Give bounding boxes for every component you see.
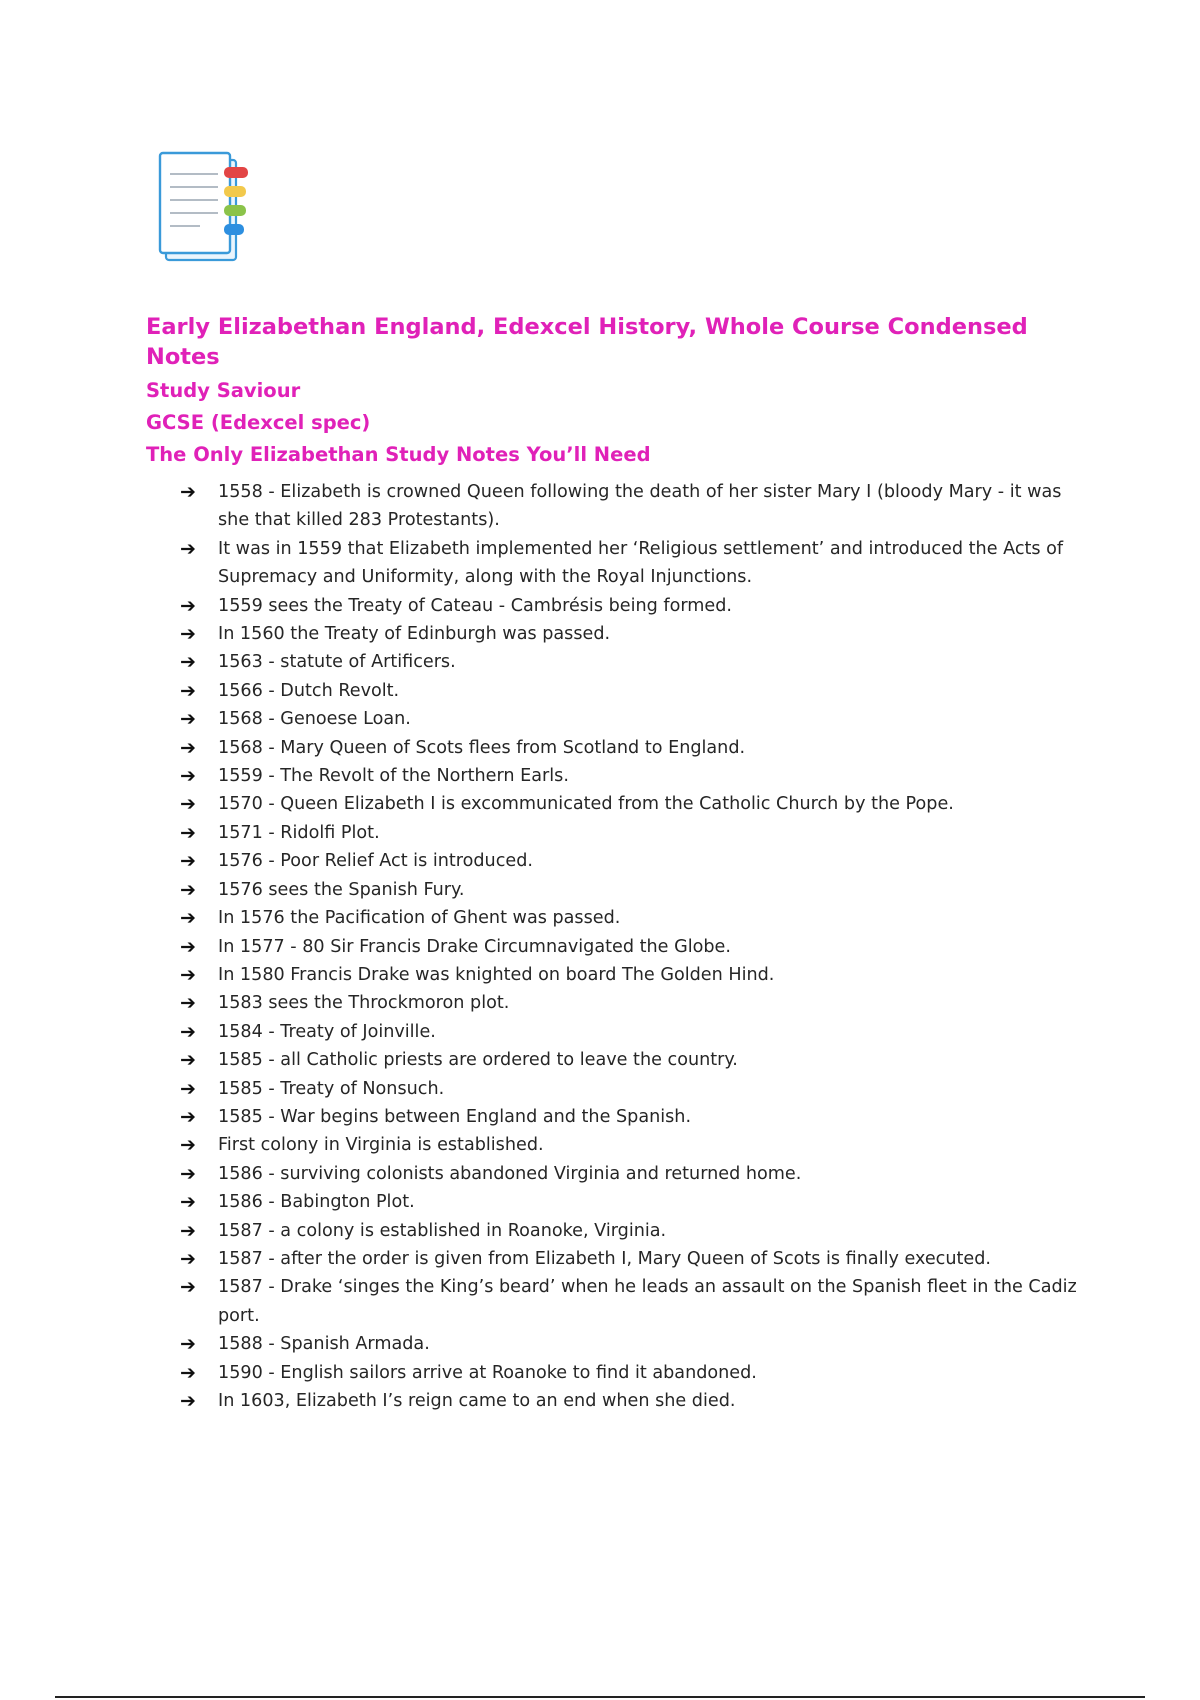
list-item <box>180 677 1080 705</box>
arrow-bullet-icon: ➔ <box>180 1390 196 1412</box>
list-item <box>180 478 1080 535</box>
note-text: 1576 sees the Spanish Fury. <box>218 879 465 900</box>
arrow-bullet-icon: ➔ <box>180 1105 196 1128</box>
arrow-bullet-icon: ➔ <box>180 1247 196 1270</box>
note-text: 1587 - a colony is established in Roanoke, Virginia. <box>218 1220 667 1241</box>
arrow-bullet-icon: ➔ <box>180 736 196 759</box>
arrow-bullet-icon: ➔ <box>180 850 196 873</box>
list-item <box>180 876 1080 904</box>
list-item <box>180 1160 1080 1188</box>
arrow-bullet-icon: ➔ <box>180 1361 196 1384</box>
arrow-bullet-icon: ➔ <box>180 594 196 617</box>
list-item <box>180 620 1080 648</box>
list-item <box>180 933 1080 961</box>
note-text: 1559 - The Revolt of the Northern Earls. <box>218 766 569 787</box>
arrow-bullet-icon: ➔ <box>180 623 196 646</box>
list-item <box>180 847 1080 875</box>
note-text: In 1577 - 80 Sir Francis Drake Circumnavigated the Globe. <box>218 936 731 957</box>
list-item <box>180 1131 1080 1159</box>
arrow-bullet-icon: ➔ <box>180 1276 196 1299</box>
arrow-bullet-icon: ➔ <box>180 1134 196 1157</box>
arrow-bullet-icon: ➔ <box>180 1162 196 1185</box>
note-text: 1585 - all Catholic priests are ordered to leave the country. <box>218 1050 738 1071</box>
arrow-bullet-icon: ➔ <box>180 1219 196 1242</box>
arrow-bullet-icon: ➔ <box>180 907 196 930</box>
arrow-bullet-icon: ➔ <box>180 963 196 986</box>
timeline-notes-list <box>180 478 1080 1415</box>
list-item <box>180 1273 1080 1330</box>
note-text: In 1576 the Pacification of Ghent was passed. <box>218 908 621 929</box>
list-item <box>180 1217 1080 1245</box>
note-text: 1576 - Poor Relief Act is introduced. <box>218 851 533 872</box>
note-text: 1566 - Dutch Revolt. <box>218 680 400 701</box>
arrow-bullet-icon: ➔ <box>180 992 196 1015</box>
list-item <box>180 1387 1080 1415</box>
list-item <box>180 989 1080 1017</box>
list-item <box>180 904 1080 932</box>
list-item <box>180 734 1080 762</box>
list-item <box>180 1046 1080 1074</box>
note-text: 1568 - Mary Queen of Scots flees from Scotland to England. <box>218 737 746 758</box>
note-text: In 1560 the Treaty of Edinburgh was passed. <box>218 624 611 645</box>
list-item <box>180 762 1080 790</box>
list-item <box>180 1075 1080 1103</box>
list-item <box>180 648 1080 676</box>
header-block <box>146 312 1106 471</box>
arrow-bullet-icon: ➔ <box>180 1049 196 1072</box>
note-text: 1586 - Babington Plot. <box>218 1192 415 1213</box>
note-text: 1587 - Drake ‘singes the King’s beard’ when he leads an assault on the Spanish fleet in the Cadiz port. <box>218 1277 1077 1326</box>
note-text: 1568 - Genoese Loan. <box>218 709 411 730</box>
list-item <box>180 1103 1080 1131</box>
list-item <box>180 1018 1080 1046</box>
arrow-bullet-icon: ➔ <box>180 793 196 816</box>
arrow-bullet-icon: ➔ <box>180 708 196 731</box>
arrow-bullet-icon: ➔ <box>180 651 196 674</box>
document-title: Early Elizabethan England, Edexcel History, Whole Course Condensed Notes <box>146 314 1028 370</box>
brand-name: Study Saviour <box>146 379 301 402</box>
note-text: It was in 1559 that Elizabeth implemented her ‘Religious settlement’ and introduced the Acts of Supremacy and Uniformity, along with the Royal Injunctions. <box>218 538 1064 588</box>
arrow-bullet-icon: ➔ <box>180 765 196 788</box>
notebook-with-tabs-icon <box>158 150 258 266</box>
note-text: 1585 - Treaty of Nonsuch. <box>218 1078 445 1099</box>
list-item <box>180 961 1080 989</box>
note-text: 1559 sees the Treaty of Cateau - Cambrésis being formed. <box>218 595 732 616</box>
note-text: 1570 - Queen Elizabeth I is excommunicated from the Catholic Church by the Pope. <box>218 794 954 815</box>
list-item <box>180 1330 1080 1358</box>
note-text: In 1603, Elizabeth I’s reign came to an end when she died. <box>218 1391 736 1411</box>
tagline: The Only Elizabethan Study Notes You’ll Need <box>146 443 651 466</box>
list-item <box>180 1359 1080 1387</box>
note-text: 1585 - War begins between England and the Spanish. <box>218 1106 692 1127</box>
arrow-bullet-icon: ➔ <box>180 1333 196 1356</box>
note-text: 1571 - Ridolfi Plot. <box>218 822 380 843</box>
arrow-bullet-icon: ➔ <box>180 679 196 702</box>
note-text: 1587 - after the order is given from Elizabeth I, Mary Queen of Scots is finally executed. <box>218 1248 991 1269</box>
arrow-bullet-icon: ➔ <box>180 935 196 958</box>
arrow-bullet-icon: ➔ <box>180 537 196 560</box>
note-text: 1583 sees the Throckmoron plot. <box>218 993 510 1014</box>
note-text: 1584 - Treaty of Joinville. <box>218 1021 436 1042</box>
list-item <box>180 790 1080 818</box>
arrow-bullet-icon: ➔ <box>180 878 196 901</box>
list-item <box>180 819 1080 847</box>
arrow-bullet-icon: ➔ <box>180 481 196 503</box>
note-text: First colony in Virginia is established. <box>218 1135 544 1156</box>
arrow-bullet-icon: ➔ <box>180 821 196 844</box>
list-item <box>180 535 1080 592</box>
note-text: 1586 - surviving colonists abandoned Virginia and returned home. <box>218 1163 802 1184</box>
note-text: 1590 - English sailors arrive at Roanoke to find it abandoned. <box>218 1362 757 1383</box>
note-text: 1558 - Elizabeth is crowned Queen following the death of her sister Mary I (bloody Mary - it was she that killed 283 Protestants). <box>218 482 1062 531</box>
list-item <box>180 1188 1080 1216</box>
arrow-bullet-icon: ➔ <box>180 1020 196 1043</box>
note-text: 1563 - statute of Artificers. <box>218 652 456 673</box>
list-item <box>180 592 1080 620</box>
arrow-bullet-icon: ➔ <box>180 1191 196 1214</box>
note-text: 1588 - Spanish Armada. <box>218 1334 430 1355</box>
list-item <box>180 705 1080 733</box>
footer-divider <box>55 1696 1145 1698</box>
list-item <box>180 1245 1080 1273</box>
course-level: GCSE (Edexcel spec) <box>146 411 371 434</box>
note-text: In 1580 Francis Drake was knighted on board The Golden Hind. <box>218 964 775 985</box>
arrow-bullet-icon: ➔ <box>180 1077 196 1100</box>
